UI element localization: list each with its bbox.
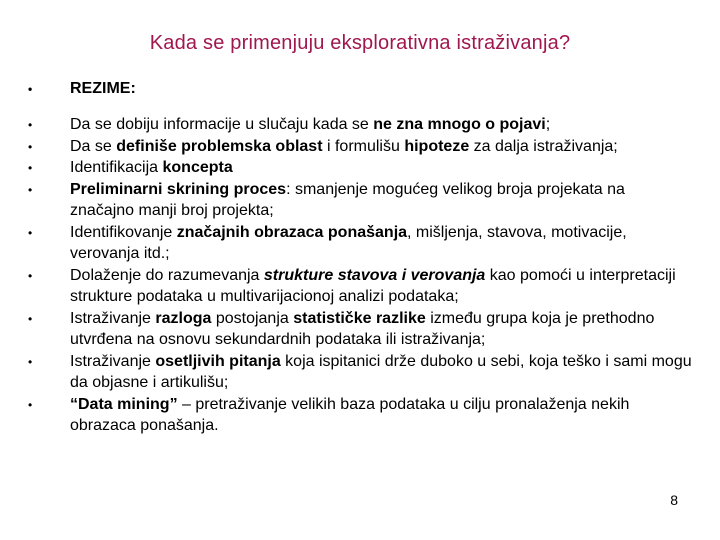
bullet-text: Da se (70, 137, 117, 155)
bullet-dot: • (28, 161, 33, 175)
bullet-item (28, 308, 692, 351)
summary-item (28, 80, 136, 98)
bullet-text: Istraživanje (70, 352, 156, 370)
bullet-dot: • (28, 268, 33, 283)
bullet-item (28, 265, 692, 308)
bullet-dot: • (28, 139, 33, 154)
bullet-text: ; (545, 116, 551, 133)
bullet-item (28, 222, 692, 265)
slide-title: Kada se primenjuju eksplorativna istraživanja? (149, 32, 571, 54)
bullet-dot: • (28, 354, 33, 369)
bullet-text: koja ispitanici drže duboko u sebi, koja teško i sami mogu da objasne i artikulišu; (70, 352, 692, 391)
bullet-dot: • (28, 311, 33, 326)
bullet-text-bold: statističke razlike (293, 309, 426, 327)
bullet-item (28, 157, 692, 179)
bullet-text-bold: “Data mining” (70, 395, 178, 413)
bullet-text-bold: koncepta (162, 159, 233, 176)
bullet-text: – pretraživanje velikih baza podataka u cilju pronalaženja nekih obrazaca ponašanja. (70, 395, 630, 434)
bullet-item (28, 136, 692, 158)
bullet-text-bold: strukture stavova i verovanja (263, 266, 486, 284)
bullet-item (28, 351, 692, 394)
bullet-text: kao pomoći u interpretaciji strukture podataka u multivarijacionoj analizi podataka; (70, 266, 676, 305)
bullet-dot: • (28, 118, 33, 132)
bullet-text: za dalja istraživanja; (469, 137, 618, 155)
bullet-dot: • (28, 225, 33, 240)
bullet-text: , mišljenja, stavova, motivacije, verovanja itd.; (70, 223, 627, 262)
bullet-text: između grupa koja je prethodno utvrđena na osnovu sekundardnih podataka ili istraživanja; (70, 309, 655, 348)
bullet-text: : smanjenje mogućeg velikog broja projekata na značajno manji broj projekta; (70, 180, 625, 219)
bullet-item (28, 114, 692, 136)
bullet-dot: • (28, 182, 33, 197)
bullet-item (28, 179, 692, 222)
bullet-text: i formulišu (322, 137, 405, 155)
bullet-text: Identifikacija (70, 159, 163, 176)
bullet-text-bold: značajnih obrazaca ponašanja (176, 223, 408, 241)
bullet-text: Dolaženje do razumevanja (70, 266, 264, 284)
bullet-list (28, 114, 692, 437)
bullet-text-bold: definiše problemska oblast (116, 137, 323, 155)
summary-label: REZIME: (70, 80, 136, 97)
bullet-item (28, 394, 692, 437)
bullet-text-bold: razloga (155, 309, 212, 327)
bullet-text-bold: ne zna mnogo o pojavi (373, 116, 546, 133)
bullet-text: Istraživanje (70, 309, 156, 327)
bullet-text: postojanja (211, 309, 294, 327)
bullet-text-bold: Preliminarni skrining proces (70, 180, 287, 198)
bullet-text: Da se dobiju informacije u slučaju kada se (70, 116, 374, 133)
bullet-dot: • (28, 82, 33, 96)
bullet-dot: • (28, 397, 33, 412)
bullet-text-bold: hipoteze (404, 137, 470, 155)
bullet-text-bold: osetljivih pitanja (155, 352, 281, 370)
bullet-text: Identifikovanje (70, 223, 177, 241)
page-number: 8 (670, 492, 678, 508)
